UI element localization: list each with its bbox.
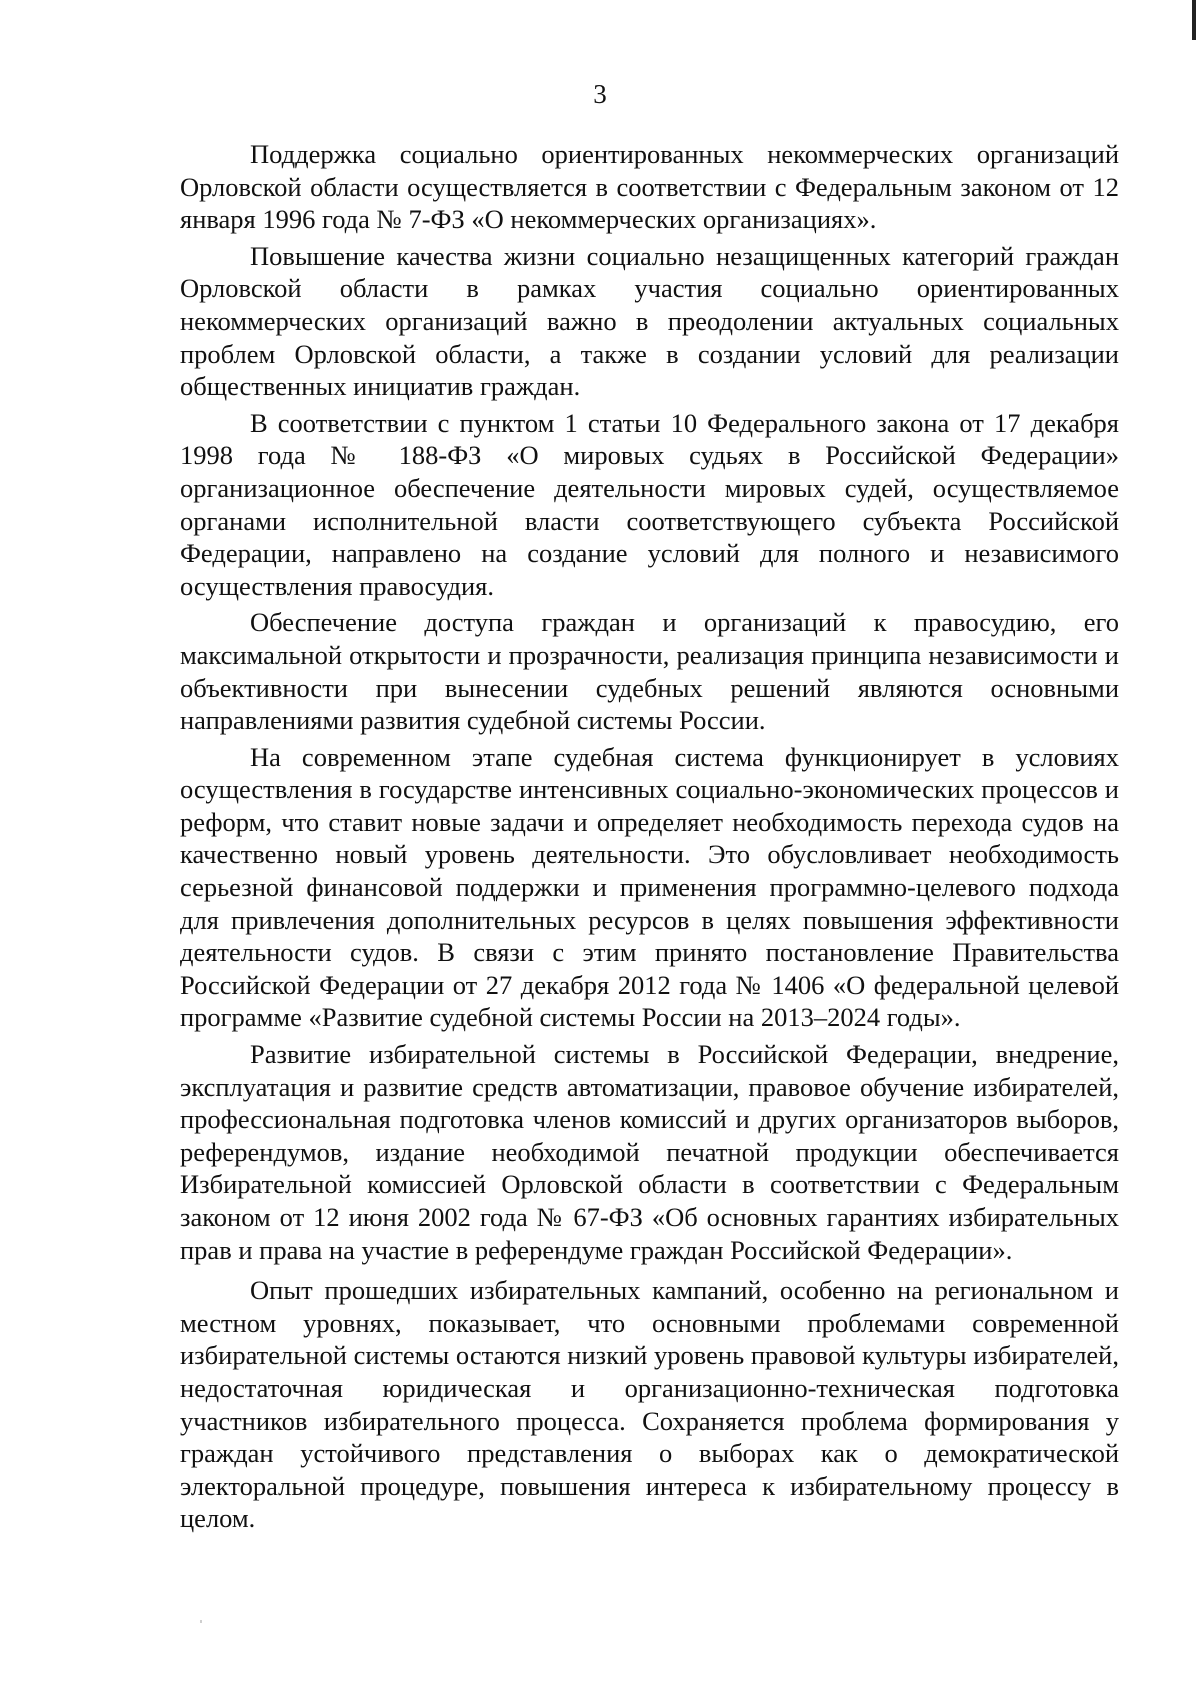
scan-speck — [200, 1620, 202, 1623]
page-number: 3 — [593, 79, 607, 109]
document-body — [180, 138, 1119, 1538]
paragraph-judicial-system: На современном этапе судебная система функционирует в условиях осуществления в государстве интенсивных социально-экономических процессов и реформ, что ставит новые задачи и определяет необходимость перехода судов на качественно новый уровень деятельности. Это обусловливает необходимость серьезной финансовой поддержки и применения программно-целевого подхода для привлечения дополнительных ресурсов в целях повышения эффективности деятельности судов. В связи с этим принято постановление Правительства Российской Федерации от 27 декабря 2012 года № 1406 «О федеральной целевой программе «Развитие судебной системы России на 2013–2024 годы». — [180, 741, 1119, 1033]
scan-edge-mark — [1192, 0, 1196, 40]
paragraph-nko-support: Поддержка социально ориентированных некоммерческих организаций Орловской области осуществляется в соответствии с Федеральным законом от 12 января 1996 года № 7-ФЗ «О некоммерческих организациях». — [180, 139, 1119, 235]
paragraph-quality-of-life: Повышение качества жизни социально незащищенных категорий граждан Орловской области в рамках участия социально ориентированных некоммерческих организаций важно в преодолении актуальных социальных проблем Орловской области, а также в создании условий для реализации общественных инициатив граждан. — [180, 240, 1119, 402]
paragraph-magistrates: В соответствии с пунктом 1 статьи 10 Федерального закона от 17 декабря 1998 года № 188-ФЗ «О мировых судьях в Российской Федерации» организационное обеспечение деятельности мировых судей, осуществляемое органами исполнительной власти соответствующего субъекта Российской Федерации, направлено на создание условий для полного и независимого осуществления правосудия. — [180, 407, 1119, 601]
paragraph-electoral-system: Развитие избирательной системы в Российской Федерации, внедрение, эксплуатация и развитие средств автоматизации, правовое обучение избирателей, профессиональная подготовка членов комиссий и других организаторов выборов, референдумов, издание необходимой печатной продукции обеспечивается Избирательной комиссией Орловской области в соответствии с Федеральным законом от 12 июня 2002 года № 67-ФЗ «Об основных гарантиях избирательных прав и права на участие в референдуме граждан Российской Федерации». — [180, 1039, 1119, 1265]
paragraph-electoral-experience: Опыт прошедших избирательных кампаний, особенно на региональном и местном уровнях, показывает, что основными проблемами современной избирательной системы остаются низкий уровень правовой культуры избирателей, недостаточная юридическая и организационно-техническая подготовка участников избирательного процесса. Сохраняется проблема формирования у граждан устойчивого представления о выборах как о демократической электоральной процедуре, повышения интереса к избирательному процессу в целом. — [180, 1275, 1119, 1534]
paragraph-access-to-justice: Обеспечение доступа граждан и организаций к правосудию, его максимальной открытости и прозрачности, реализация принципа независимости и объективности при вынесении судебных решений являются основными направлениями развития судебной системы России. — [180, 607, 1119, 736]
